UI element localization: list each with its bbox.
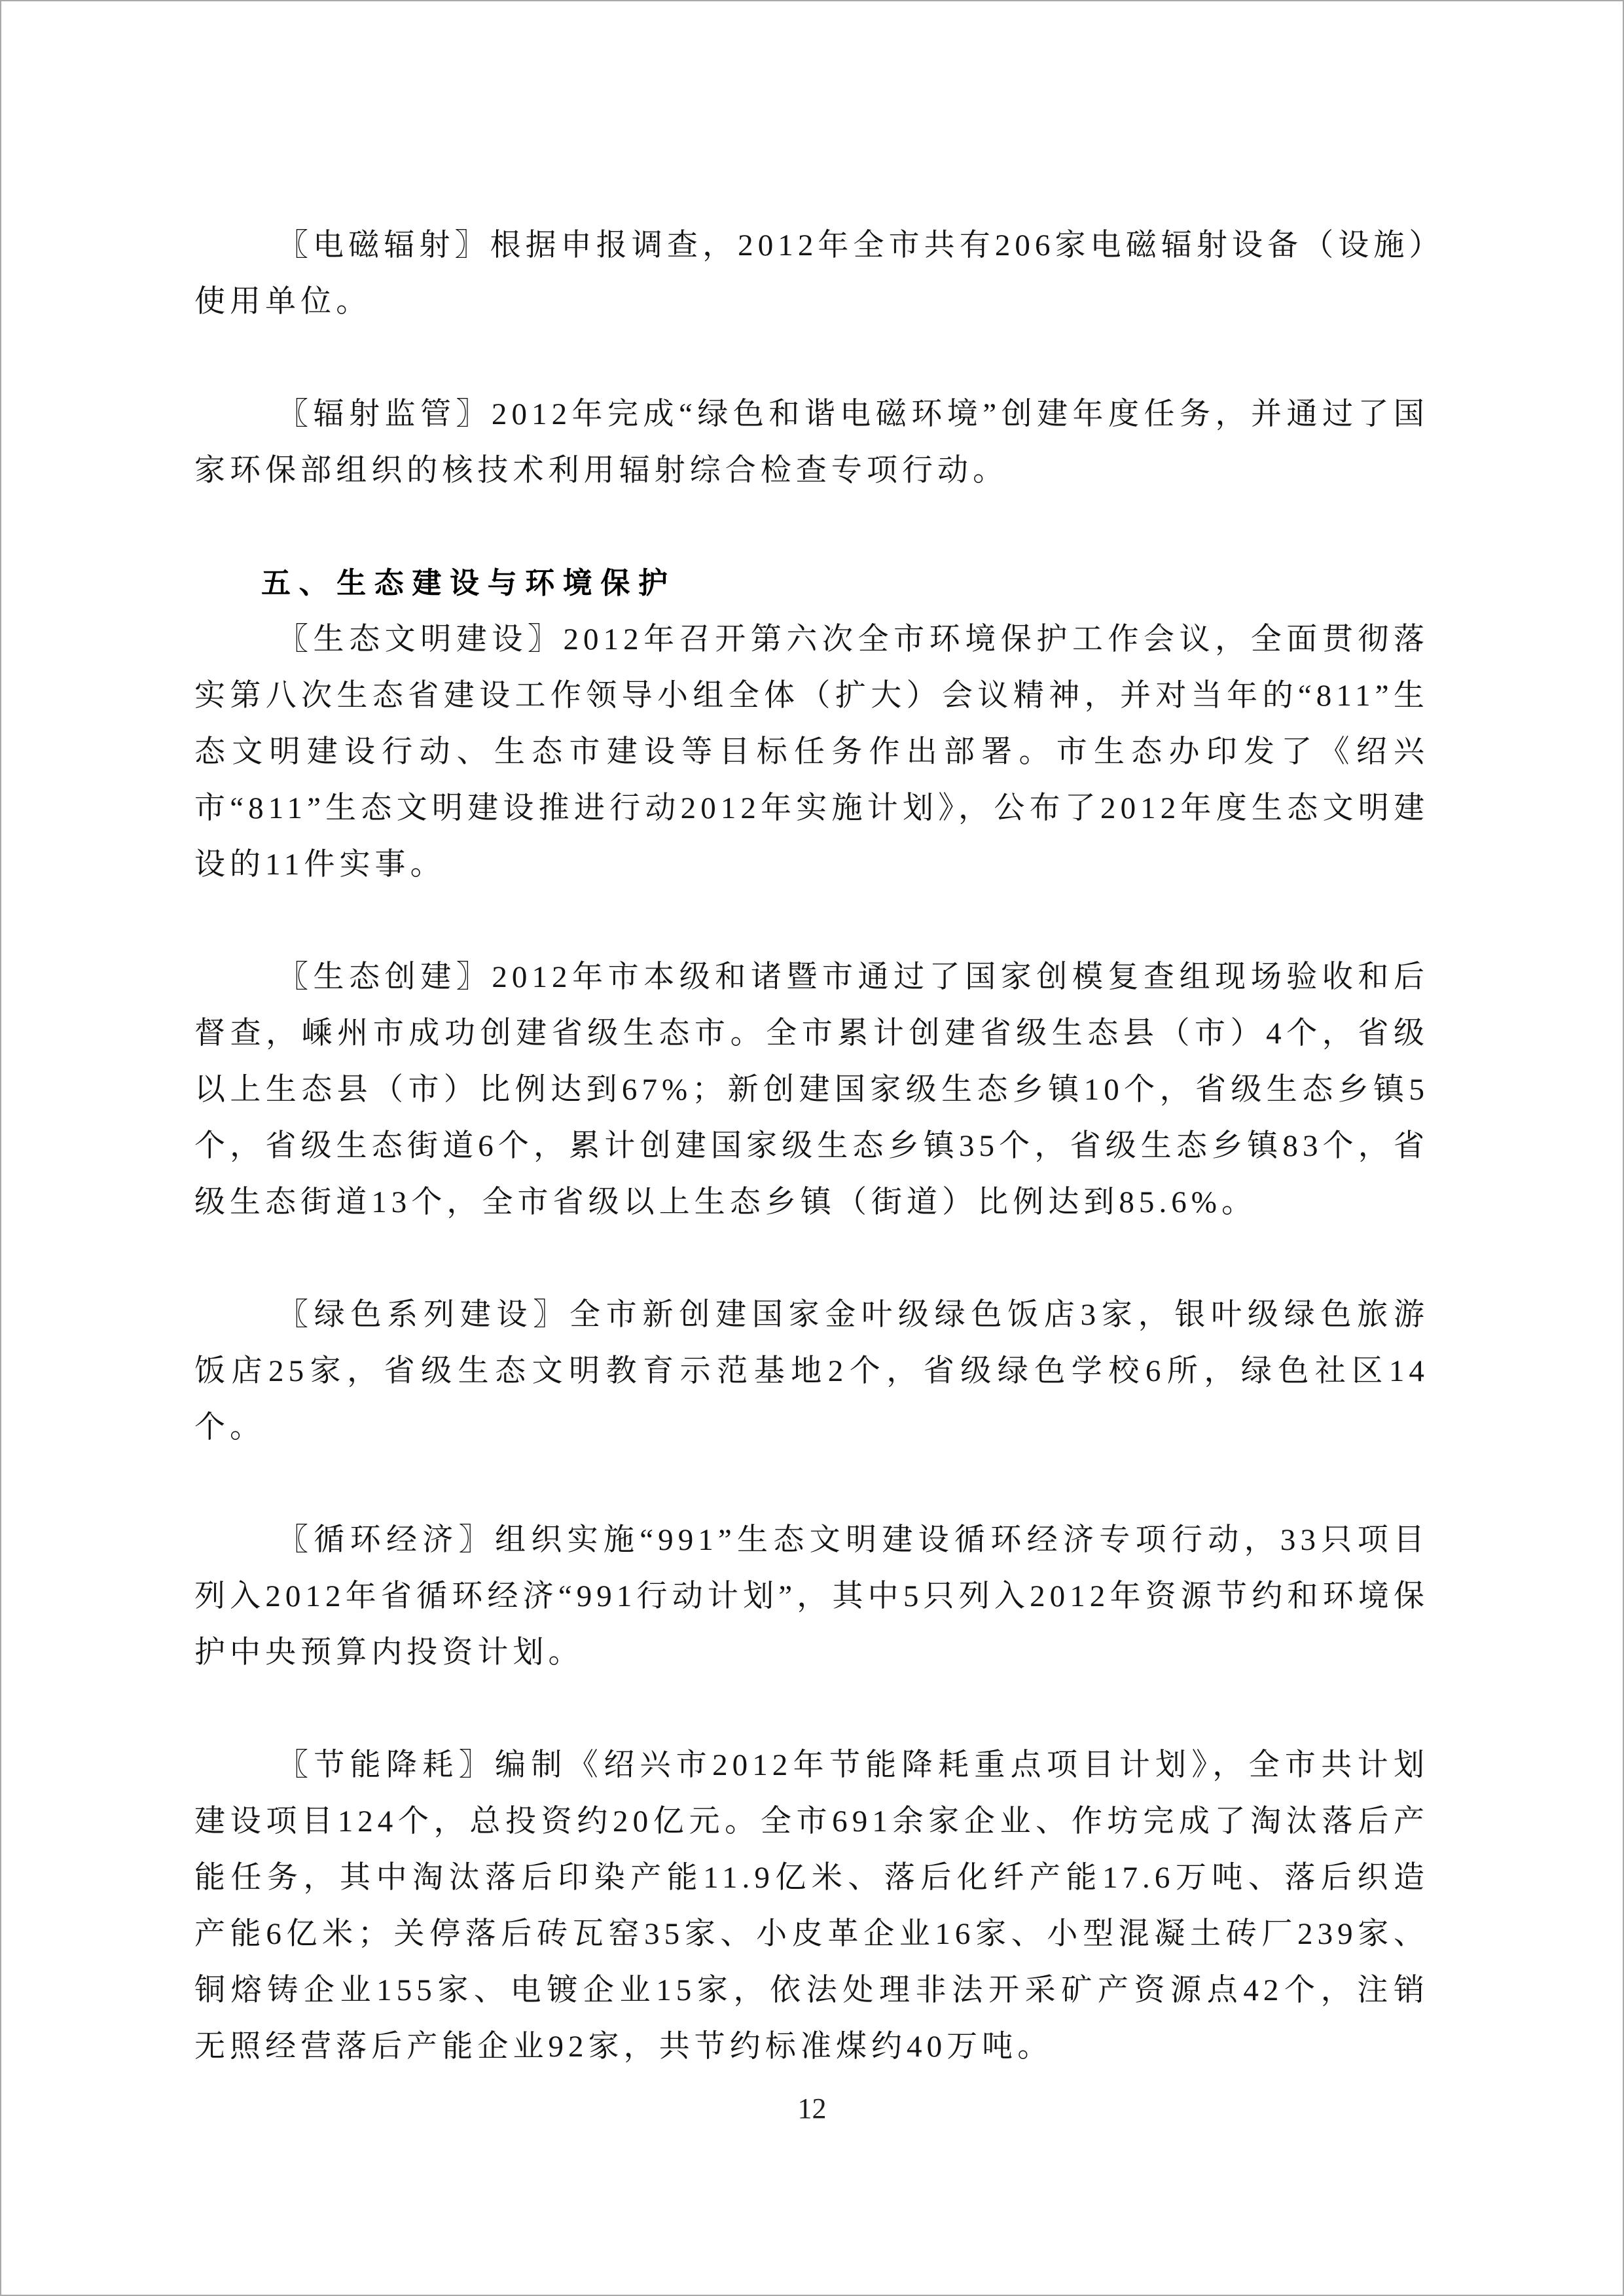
paragraph-green-series-construction: 〖绿色系列建设〗全市新创建国家金叶级绿色饭店3家，银叶级绿色旅游饭店25家，省级生态文明教育示范基地2个，省级绿色学校6所，绿色社区14个。 bbox=[194, 1298, 1429, 1444]
paragraph-ecological-civilization: 〖生态文明建设〗2012年召开第六次全市环境保护工作会议，全面贯彻落实第八次生态省建设工作领导小组全体（扩大）会议精神，并对当年的“811”生态文明建设行动、生态市建设等目标任务作出部署。市生态办印发了《绍兴市“811”生态文明建设推进行动2012年实施计划》，公布了2012年度生态文明建设的11件实事。 bbox=[194, 622, 1429, 882]
section-heading-ecology-and-environment: 五、生态建设与环境保护 bbox=[261, 566, 676, 600]
document-body bbox=[194, 217, 1429, 2131]
paragraph-radiation-supervision: 〖辐射监管〗2012年完成“绿色和谐电磁环境”创建年度任务，并通过了国家环保部组织的核技术利用辐射综合检查专项行动。 bbox=[194, 397, 1429, 488]
paragraph-electromagnetic-radiation: 〖电磁辐射〗根据申报调查，2012年全市共有206家电磁辐射设备（设施）使用单位。 bbox=[194, 228, 1429, 319]
paragraph-circular-economy: 〖循环经济〗组织实施“991”生态文明建设循环经济专项行动，33只项目列入2012年省循环经济“991行动计划”，其中5只列入2012年资源节约和环境保护中央预算内投资计划。 bbox=[194, 1523, 1429, 1670]
paragraph-energy-saving: 〖节能降耗〗编制《绍兴市2012年节能降耗重点项目计划》，全市共计划建设项目124个，总投资约20亿元。全市691余家企业、作坊完成了淘汰落后产能任务，其中淘汰落后印染产能11.9亿米、落后化纤产能17.6万吨、落后织造产能6亿米；关停落后砖瓦窑35家、小皮革企业16家、小型混凝土砖厂239家、铜熔铸企业155家、电镀企业15家，依法处理非法开采矿产资源点42个，注销无照经营落后产能企业92家，共节约标准煤约40万吨。 bbox=[194, 1748, 1429, 2064]
page-number: 12 bbox=[797, 2092, 827, 2125]
paragraph-eco-creation: 〖生态创建〗2012年市本级和诸暨市通过了国家创模复查组现场验收和后督查，嵊州市成功创建省级生态市。全市累计创建省级生态县（市）4个，省级以上生态县（市）比例达到67%；新创建国家级生态乡镇10个，省级生态乡镇5个，省级生态街道6个，累计创建国家级生态乡镇35个，省级生态乡镇83个，省级生态街道13个，全市省级以上生态乡镇（街道）比例达到85.6%。 bbox=[194, 960, 1429, 1219]
